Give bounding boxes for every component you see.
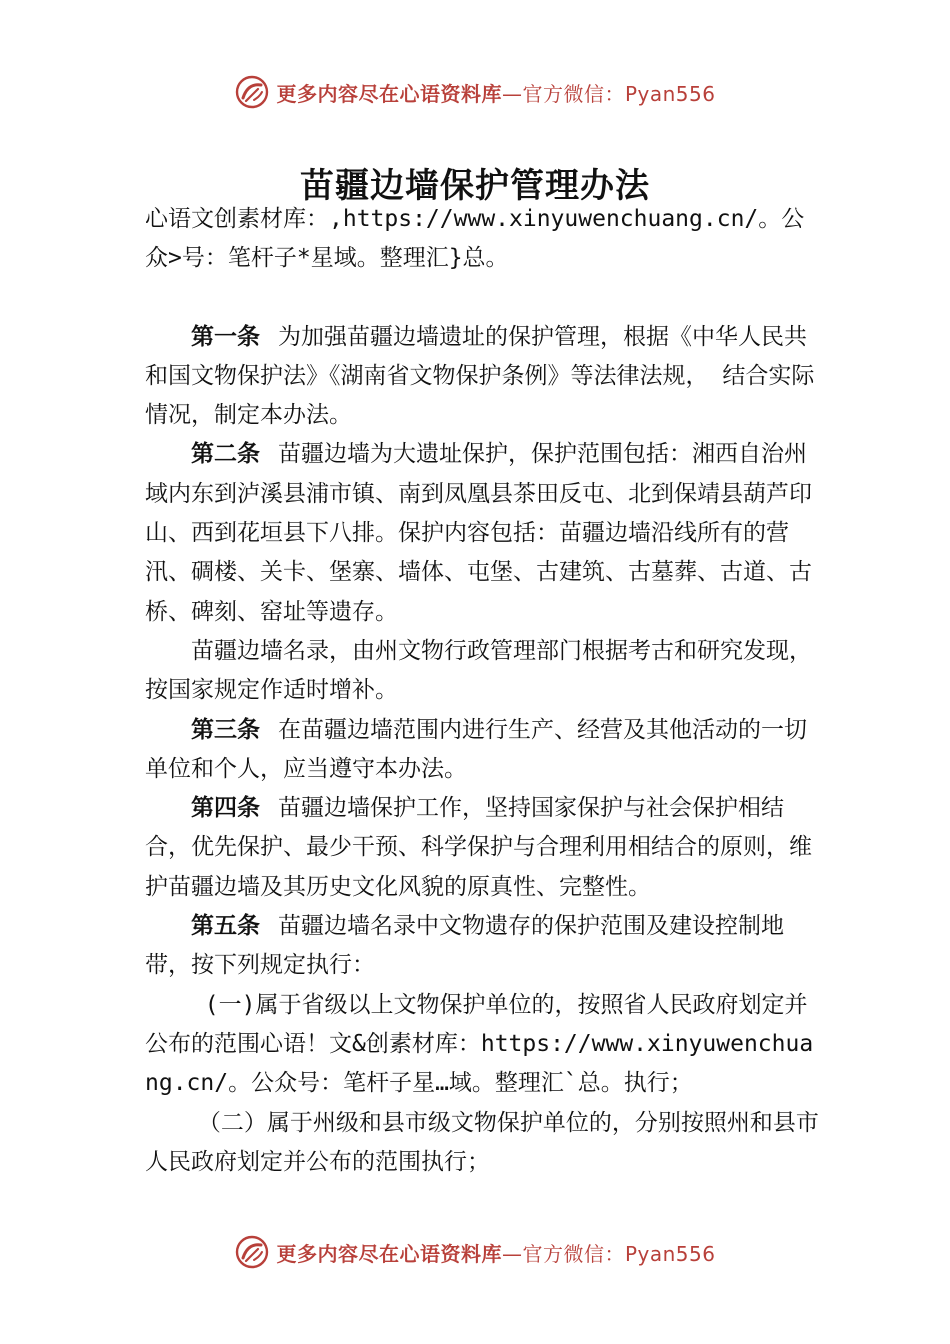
article-label: 第四条 bbox=[191, 795, 260, 822]
banner-contact: —官方微信：Pyan556 bbox=[501, 81, 716, 106]
banner-contact: —官方微信：Pyan556 bbox=[501, 1241, 716, 1266]
article-text: 苗疆边墙保护工作，坚持国家保护与社会保护相结合，优先保护、最少干预、科学保护与合理利用相结合的原则，维护苗疆边墙及其历史文化风貌的原真性、完整性。 bbox=[145, 795, 812, 900]
clause-1: (一)属于省级以上文物保护单位的，按照省人民政府划定并公布的范围心语！文&创素材库：https://www.xinyuwenchuang.cn/。公众号：笔杆子星…域。整理汇`总。执行； bbox=[145, 991, 814, 1097]
article-text: 苗疆边墙为大遗址保护，保护范围包括：湘西自治州域内东到泸溪县浦市镇、南到凤凰县茶田反屯、北到保靖县葫芦印山、西到花垣县下八排。保护内容包括：苗疆边墙沿线所有的营汛、碉楼、关卡、堡寨、墙体、屯堡、古建筑、古墓葬、古道、古桥、碑刻、窑址等遗存。 bbox=[145, 441, 812, 625]
article-1 bbox=[145, 318, 825, 436]
article-text: 苗疆边墙名录中文物遗存的保护范围及建设控制地带，按下列规定执行： bbox=[145, 913, 784, 979]
article-label: 第二条 bbox=[191, 441, 260, 468]
seal-logo-icon bbox=[234, 1234, 270, 1270]
clause-2: （二）属于州级和县市级文物保护单位的，分别按照州和县市人民政府划定并公布的范围执行； bbox=[145, 1109, 819, 1175]
article-label: 第一条 bbox=[191, 323, 260, 350]
bottom-banner bbox=[0, 1230, 950, 1274]
banner-text bbox=[276, 78, 715, 107]
article-text: 为加强苗疆边墙遗址的保护管理，根据《中华人民共和国文物保护法》《湖南省文物保护条例》等法律法规， 结合实际情况，制定本办法。 bbox=[145, 323, 815, 429]
article-2 bbox=[145, 435, 825, 631]
article-text: 苗疆边墙名录，由州文物行政管理部门根据考古和研究发现，按国家规定作适时增补。 bbox=[145, 637, 812, 704]
top-banner bbox=[0, 70, 950, 114]
article-text: 在苗疆边墙范围内进行生产、经营及其他活动的一切单位和个人，应当遵守本办法。 bbox=[145, 716, 807, 782]
article-2-paragraph-2 bbox=[145, 632, 825, 711]
article-label: 第五条 bbox=[191, 913, 260, 940]
article-3 bbox=[145, 711, 825, 790]
document-body bbox=[145, 200, 825, 1182]
banner-brand: 更多内容尽在心语资料库 bbox=[276, 1241, 502, 1266]
banner-brand: 更多内容尽在心语资料库 bbox=[276, 81, 502, 106]
document-title: 苗疆边墙保护管理办法 bbox=[300, 166, 650, 206]
banner-text bbox=[276, 1238, 715, 1267]
seal-logo-icon bbox=[234, 74, 270, 110]
source-line: 心语文创素材库：,https://www.xinyuwenchuang.cn/。公众>号：笔杆子*星域。整理汇}总。 bbox=[145, 206, 805, 272]
article-4 bbox=[145, 789, 825, 907]
article-label: 第三条 bbox=[191, 716, 260, 743]
article-5 bbox=[145, 907, 825, 986]
